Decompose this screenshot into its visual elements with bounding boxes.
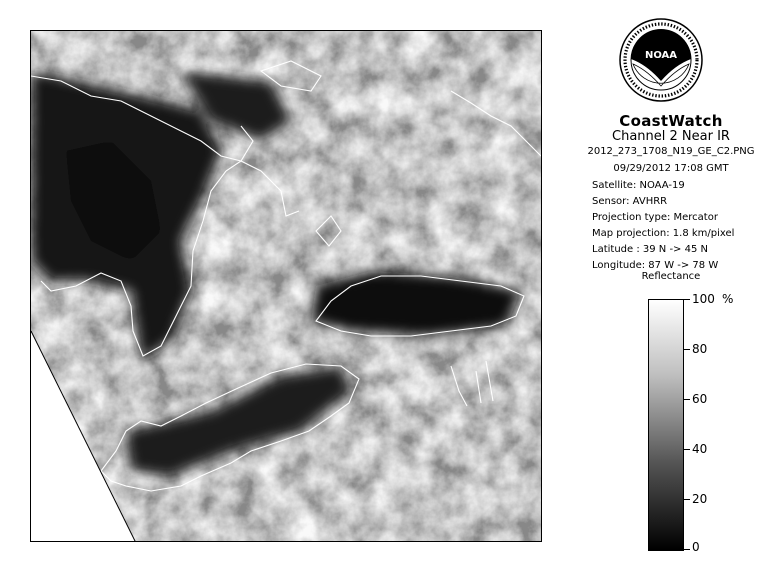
noaa-logo: [619, 18, 703, 102]
noaa-logo-icon: [619, 18, 703, 102]
meta-map-projection: Map projection: 1.8 km/pixel: [592, 228, 735, 239]
colorbar-tick: [684, 349, 690, 350]
colorbar-tick-label: 20: [692, 492, 708, 506]
file-name: 2012_273_1708_N19_GE_C2.PNG: [587, 146, 755, 157]
product-title: CoastWatch: [619, 112, 723, 130]
colorbar-tick: [684, 499, 690, 500]
colorbar: [648, 299, 684, 551]
satellite-image-svg: [31, 31, 542, 542]
acquisition-datetime: 09/29/2012 17:08 GMT: [613, 163, 729, 174]
logo-text: NOAA: [644, 50, 678, 61]
colorbar-tick-label: 100: [692, 292, 715, 306]
meta-latitude: Latitude : 39 N -> 45 N: [592, 244, 708, 255]
meta-projection-type: Projection type: Mercator: [592, 212, 718, 223]
colorbar-tick: [684, 549, 690, 550]
colorbar-tick-label: 80: [692, 342, 708, 356]
colorbar-tick: [684, 399, 690, 400]
colorbar-tick: [684, 449, 690, 450]
channel-subtitle: Channel 2 Near IR: [612, 129, 730, 144]
colorbar-unit: %: [722, 292, 734, 306]
colorbar-tick-label: 0: [692, 540, 700, 554]
colorbar-label: Reflectance: [641, 271, 701, 282]
meta-satellite: Satellite: NOAA-19: [592, 180, 685, 191]
satellite-image: [30, 30, 542, 542]
colorbar-tick-label: 40: [692, 442, 708, 456]
colorbar-tick-label: 60: [692, 392, 708, 406]
meta-longitude: Longitude: 87 W -> 78 W: [592, 260, 719, 271]
colorbar-tick: [684, 299, 690, 300]
meta-sensor: Sensor: AVHRR: [592, 196, 668, 207]
